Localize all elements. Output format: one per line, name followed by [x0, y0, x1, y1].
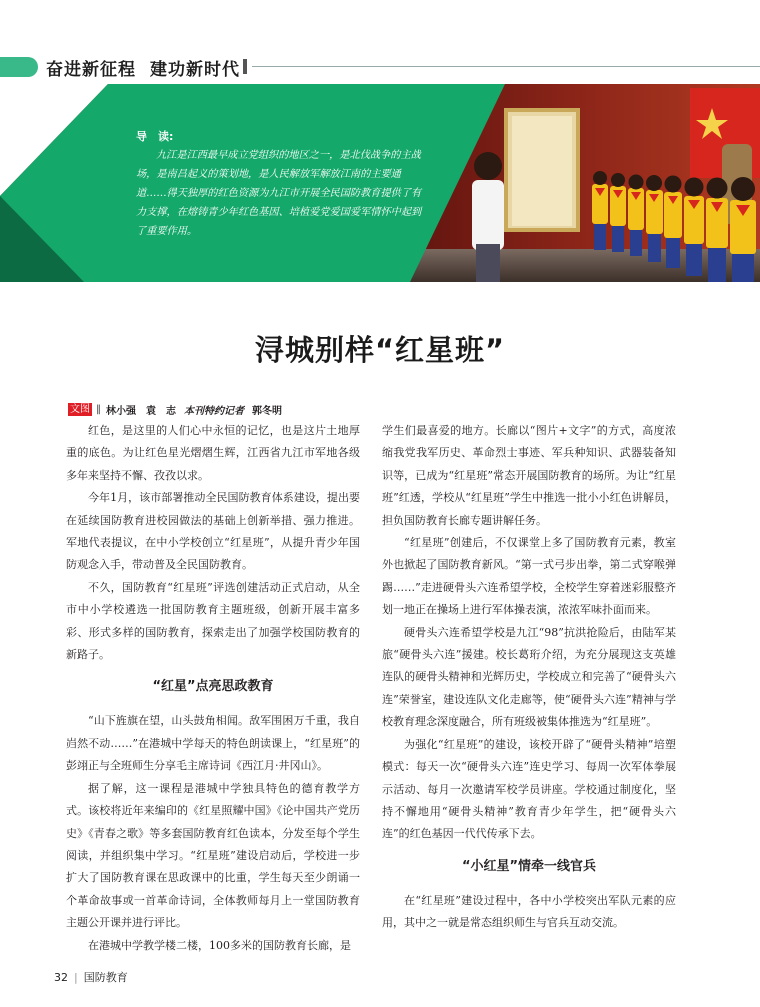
section-title: [46, 55, 240, 80]
byline-role: 本刊特约记者: [184, 406, 244, 417]
paragraph: 学生们最喜爱的地方。长廊以“图片+文字”的方式，高度浓缩我党我军历史、革命烈士事迹、军兵种知识、武器装备知识等，已成为“红星班”常态开展国防教育的场所。为让“红星班”红透，学校从“红星班”学生中推选一批小小红色讲解员，担负国防教育长廊专题讲解任务。: [382, 424, 676, 527]
header-rule: [252, 66, 760, 67]
intro-text: 九江是江西最早成立党组织的地区之一，是北伐战争的主战场，是南昌起义的策划地，是人民解放军解放江南的主要通道……得天独厚的红色资源为九江市开展全民国防教育提供了有力支撑，在熔铸青少年红色基因、培植爱党爱国爱军情怀中起到了重要作用。: [136, 150, 422, 237]
page-number: 32: [54, 971, 68, 984]
header-separator: [243, 59, 247, 74]
page-footer: [54, 969, 128, 985]
paragraph: “山下旌旗在望，山头鼓角相闻。敌军围困万千重，我自岿然不动……”在港城中学每天的特色朗读课上，“红星班”的彭翊正与全班师生分享毛主席诗词《西江月·井冈山》。: [66, 714, 360, 773]
article-title: 浔城别样“红星班”: [254, 333, 506, 367]
byline-authors: 林小强 袁 志: [106, 406, 176, 417]
paragraph: 在港城中学教学楼二楼，100多米的国防教育长廊，是: [88, 938, 351, 952]
byline-tag: 文图: [70, 404, 90, 415]
section-heading: “小红星”情牵一线官兵: [461, 858, 597, 874]
paragraph: 今年1月，该市部署推动全民国防教育体系建设，提出要在延续国防教育进校园做法的基础上创新举措、强力推进。军地代表提议，在中小学校创立“红星班”，从提升青少年国防观念入手，带动普及全民国防教育。: [66, 491, 360, 572]
paragraph: 硬骨头六连希望学校是九江“98”抗洪抢险后，由陆军某旅“硬骨头六连”援建。校长葛珩介绍，为充分展现这支英雄连队的硬骨头精神和光辉历史，学校成立和完善了“硬骨头六连”荣誉室，建设连队文化走廊等，使“硬骨头六连”精神与学校教育理念深度融合，所有班级被集体推选为“红星班”。: [382, 625, 676, 729]
paragraph: 不久，国防教育“红星班”评选创建活动正式启动，从全市中小学校遴选一批国防教育主题班级，创新开展丰富多彩、形式多样的国防教育，探索走出了加强学校国防教育的新路子。: [66, 580, 360, 662]
byline-reporter: 郭冬明: [252, 406, 282, 417]
section-heading: “红星”点亮思政教育: [152, 679, 274, 695]
byline-separator: ‖: [96, 404, 101, 415]
byline: [68, 402, 282, 417]
paragraph: 在“红星班”建设过程中，各中小学校突出军队元素的应用，其中之一就是常态组织师生与官兵互动交流。: [382, 893, 676, 930]
footer-separator: |: [74, 971, 78, 984]
paragraph: “红星班”创建后，不仅课堂上多了国防教育元素，教室外也掀起了国防教育新风。“第一式弓步出拳，第二式穿喉弹踢……”走进硬骨头六连希望学校，全校学生穿着迷彩服整齐划一地正在操场上进行军体操表演，浓浓军味扑面而来。: [382, 536, 676, 617]
magazine-name: 国防教育: [83, 971, 128, 984]
header-accent-pill: [0, 57, 38, 77]
intro-label: 导 读:: [136, 130, 174, 143]
section-title-part1: 奋进新征程: [46, 60, 136, 80]
section-title-part2: 建功新时代: [150, 60, 240, 80]
paragraph: 据了解，这一课程是港城中学独具特色的德育教学方式。该校将近年来编印的《红星照耀中国》《论中国共产党历史》《青春之歌》等多套国防教育红色读本，分发至每个学生阅读，并组织集中学习。“红星班”建设启动后，学校进一步扩大了国防教育课在思政课中的比重，学生每天至少朗诵一个革命故事或一首革命诗词，全体教师每月上一堂国防教育主题公开课并进行评比。: [66, 781, 360, 930]
left-column: [66, 420, 360, 957]
right-column: [382, 420, 676, 935]
paragraph: 红色，是这里的人们心中永恒的记忆，也是这片土地厚重的底色。为让红色星光熠熠生辉，江西省九江市军地各级多年来坚持不懈、孜孜以求。: [66, 424, 360, 482]
paragraph: 为强化“红星班”的建设，该校开辟了“硬骨头精神”培塑模式：每天一次“硬骨头六连”连史学习、每周一次军体拳展示活动、每月一次邀请军校学员讲座。学校通过制度化，坚持不懈地用“硬骨头精神”教育青少年学生，把“硬骨头六连”的红色基因一代代传承下去。: [382, 737, 676, 841]
